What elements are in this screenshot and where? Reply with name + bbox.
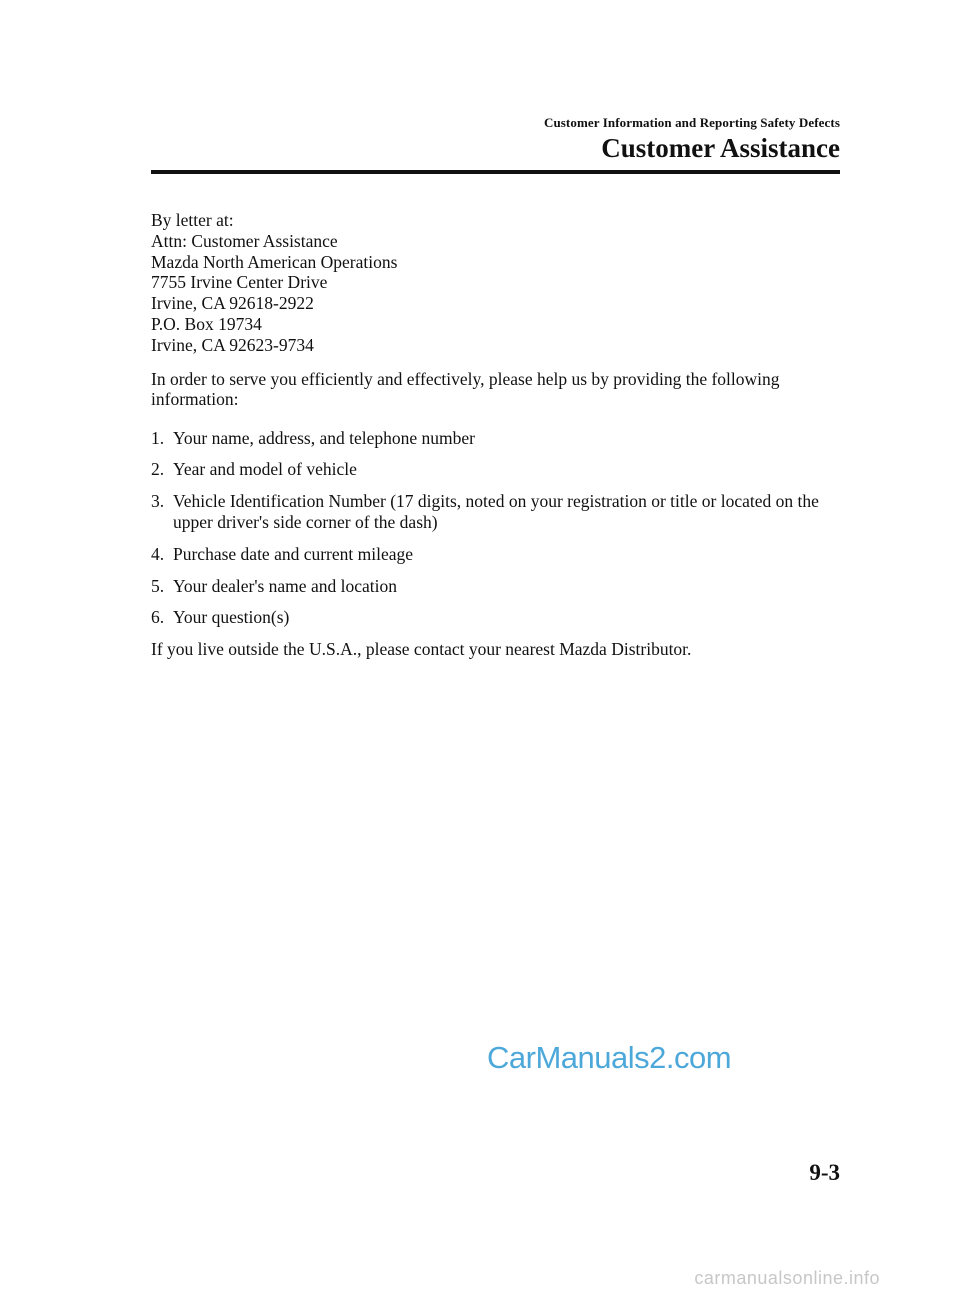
footer-watermark: carmanualsonline.info bbox=[694, 1268, 880, 1288]
information-list bbox=[151, 428, 841, 629]
list-number: 6. bbox=[151, 607, 165, 628]
list-item bbox=[151, 459, 841, 480]
list-text: Your name, address, and telephone number bbox=[173, 427, 475, 448]
list-item bbox=[151, 428, 841, 449]
list-number: 4. bbox=[151, 543, 165, 564]
mailing-address bbox=[151, 210, 841, 356]
page-content bbox=[151, 210, 841, 678]
address-line: Irvine, CA 92618-2922 bbox=[151, 293, 314, 314]
running-header bbox=[544, 115, 840, 164]
page-title: Customer Assistance bbox=[601, 133, 840, 163]
list-item bbox=[151, 491, 841, 533]
list-number: 5. bbox=[151, 575, 165, 596]
address-line: P.O. Box 19734 bbox=[151, 313, 262, 334]
watermark-logo: CarManuals2.com bbox=[487, 1040, 732, 1075]
header-rule bbox=[151, 170, 840, 174]
list-item bbox=[151, 607, 841, 628]
address-line: 7755 Irvine Center Drive bbox=[151, 272, 328, 293]
address-line: By letter at: bbox=[151, 210, 234, 230]
intro-paragraph: In order to serve you efficiently and effectively, please help us by providing the following information: bbox=[151, 368, 780, 410]
list-text: Your question(s) bbox=[173, 607, 290, 628]
address-line: Mazda North American Operations bbox=[151, 251, 398, 272]
page-number: 9-3 bbox=[809, 1160, 840, 1185]
list-number: 3. bbox=[151, 491, 165, 512]
list-text: Vehicle Identification Number (17 digits, noted on your registration or title or located on the upper driver's side corner of the dash) bbox=[173, 491, 819, 533]
list-number: 2. bbox=[151, 459, 165, 480]
address-line: Attn: Customer Assistance bbox=[151, 230, 338, 251]
outro-paragraph: If you live outside the U.S.A., please contact your nearest Mazda Distributor. bbox=[151, 639, 692, 660]
list-text: Year and model of vehicle bbox=[173, 459, 357, 480]
list-text: Purchase date and current mileage bbox=[173, 543, 414, 564]
section-name: Customer Information and Reporting Safety Defects bbox=[543, 115, 840, 130]
address-line: Irvine, CA 92623-9734 bbox=[151, 334, 314, 355]
list-number: 1. bbox=[151, 427, 165, 448]
list-item bbox=[151, 544, 841, 565]
list-item bbox=[151, 576, 841, 597]
list-text: Your dealer's name and location bbox=[173, 575, 397, 596]
